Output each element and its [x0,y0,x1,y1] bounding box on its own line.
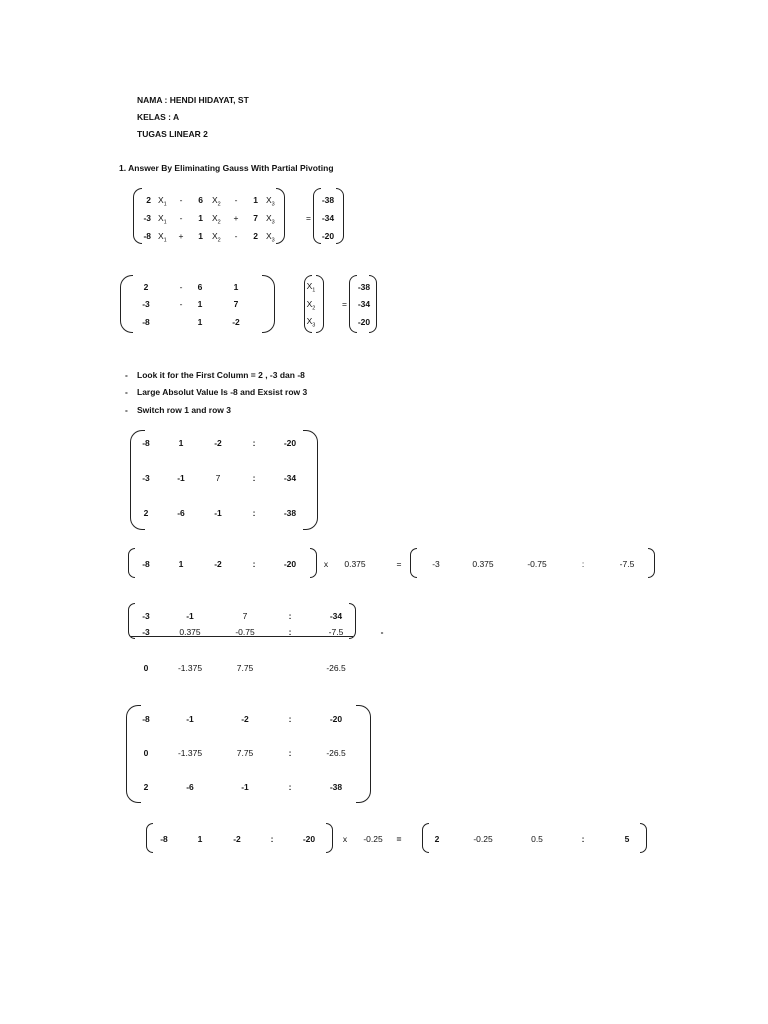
student-class: KELAS : A [137,112,180,122]
result-cell: -0.75 [527,559,547,569]
operator: - [234,231,238,241]
var-x2: $X_2$ [306,299,316,312]
row-cell: -3 [142,611,150,621]
coef: 2 [146,195,151,205]
bracket-right [310,548,317,578]
matrix-cell: -8 [142,317,150,327]
bracket-left [120,275,133,333]
row-cell: -20 [283,559,297,569]
note-dash: - [125,370,128,380]
var: $X_2$ [212,231,221,244]
coef: -3 [143,213,151,223]
rhs-value: -20 [321,231,335,241]
matrix-cell: 1 [197,317,203,327]
var-x1: $X_1$ [306,281,316,294]
equals-sign: = [306,213,311,223]
bracket-right [326,823,333,853]
coef: 1 [253,195,258,205]
matrix-separator: : [252,473,256,483]
bracket-left [349,275,357,333]
var: $X_1$ [158,213,167,226]
matrix-cell: 7.75 [236,748,254,758]
coef: 2 [253,231,258,241]
operator: + [233,213,239,223]
matrix-cell: -26.5 [326,748,346,758]
row-cell: -20 [302,834,316,844]
rhs-value: -38 [357,282,371,292]
coef: 1 [198,231,203,241]
bracket-right [356,705,371,803]
matrix-cell: 1 [178,438,184,448]
equals-sign: = [342,299,347,309]
bracket-left [128,548,135,578]
bracket-left [126,705,141,803]
matrix-separator: : [288,714,292,724]
row-cell: -2 [214,559,222,569]
result-cell: 2 [434,834,440,844]
matrix-cell: -1.375 [177,748,203,758]
bracket-left [313,188,321,244]
bracket-right [640,823,647,853]
note-dash: - [125,405,128,415]
rhs-value: -38 [321,195,335,205]
note-dash: - [125,387,128,397]
matrix-cell: 1 [197,299,203,309]
equals-sign: = [396,559,402,569]
rhs-value: -20 [357,317,371,327]
bracket-right [648,548,655,578]
result-cell: -0.25 [473,834,493,844]
row-cell: -3 [142,627,150,637]
matrix-cell: 2 [143,282,149,292]
matrix-cell: 2 [143,508,149,518]
bracket-right [316,275,324,333]
coef: 1 [198,213,203,223]
operator: - [179,195,183,205]
multiply-sign: x [323,559,329,569]
var: $X_3$ [266,195,275,208]
matrix-cell: 0 [143,748,149,758]
matrix-cell: -1 [241,782,249,792]
row-separator: : [252,559,256,569]
bracket-right [303,430,318,530]
matrix-cell: -2 [241,714,249,724]
var: $X_1$ [158,231,167,244]
minus-sign: - [380,627,384,637]
bracket-right [349,603,356,639]
bracket-right [276,188,285,244]
note-item: Large Absolut Value Is -8 and Exsist row 3 [137,387,308,397]
result-separator: : [581,834,585,844]
bracket-right [369,275,377,333]
matrix-cell: -20 [329,714,343,724]
bracket-left [133,188,142,244]
note-item: Look it for the First Column = 2 , -3 dan -8 [137,370,305,380]
matrix-cell: 7 [233,299,239,309]
operator: + [178,231,184,241]
matrix-cell: -1 [214,508,222,518]
matrix-cell: -8 [142,714,150,724]
matrix-cell: -38 [329,782,343,792]
bracket-left [146,823,153,853]
bracket-right [262,275,275,333]
matrix-separator: : [252,508,256,518]
operator: - [179,213,183,223]
result-cell: 0.5 [531,834,543,844]
multiplier: -0.25 [363,834,383,844]
matrix-separator: : [288,782,292,792]
bracket-left [410,548,417,578]
row-cell: 1 [197,834,203,844]
var: $X_3$ [266,213,275,226]
matrix-separator: : [252,438,256,448]
row-cell: -0.75 [235,627,255,637]
question-text: 1. Answer By Eliminating Gauss With Partial Pivoting [119,163,334,173]
matrix-cell: -34 [283,473,297,483]
multiplier: 0.375 [344,559,366,569]
matrix-sign: - [179,282,183,292]
result-cell: -7.5 [619,559,635,569]
operator: - [234,195,238,205]
row-separator: : [270,834,274,844]
rhs-value: -34 [357,299,371,309]
bracket-left [422,823,429,853]
row-cell: -1 [186,611,194,621]
row-cell: 0.375 [179,627,201,637]
multiply-sign: x [342,834,348,844]
coef: 6 [198,195,203,205]
equals-sign: = [396,834,402,844]
row-cell: 1 [178,559,184,569]
matrix-cell: -2 [214,438,222,448]
row-separator: : [288,627,292,637]
matrix-cell: -1 [177,473,185,483]
var: $X_1$ [158,195,167,208]
row-cell: -34 [329,611,343,621]
matrix-cell: -38 [283,508,297,518]
var: $X_2$ [212,195,221,208]
row-cell: -8 [160,834,168,844]
row-cell: -7.5 [328,627,344,637]
matrix-cell: -1 [186,714,194,724]
assignment-title: TUGAS LINEAR 2 [137,129,208,139]
row-cell: 7 [242,611,248,621]
note-item: Switch row 1 and row 3 [137,405,231,415]
result-cell: 0 [143,663,149,673]
result-separator: : [581,559,585,569]
matrix-sign: - [179,299,183,309]
row-separator: : [288,611,292,621]
result-cell: -26.5 [326,663,346,673]
bracket-right [336,188,344,244]
matrix-cell: -8 [142,438,150,448]
matrix-separator: : [288,748,292,758]
row-cell: -8 [142,559,150,569]
matrix-cell: -6 [186,782,194,792]
matrix-cell: 2 [143,782,149,792]
matrix-cell: 1 [233,282,239,292]
var-x3: $X_3$ [306,316,316,329]
result-cell: -3 [432,559,440,569]
result-cell: 5 [624,834,630,844]
matrix-cell: 7 [215,473,221,483]
matrix-cell: 6 [197,282,203,292]
matrix-cell: -3 [142,473,150,483]
result-cell: 0.375 [472,559,494,569]
matrix-cell: -3 [142,299,150,309]
coef: -8 [143,231,151,241]
matrix-cell: -20 [283,438,297,448]
result-cell: -1.375 [177,663,203,673]
var: $X_3$ [266,231,275,244]
matrix-cell: -2 [232,317,240,327]
coef: 7 [253,213,258,223]
var: $X_2$ [212,213,221,226]
bracket-left [128,603,135,639]
result-cell: 7.75 [236,663,254,673]
student-name: NAMA : HENDI HIDAYAT, ST [137,95,249,105]
row-cell: -2 [233,834,241,844]
matrix-cell: -6 [177,508,185,518]
rhs-value: -34 [321,213,335,223]
